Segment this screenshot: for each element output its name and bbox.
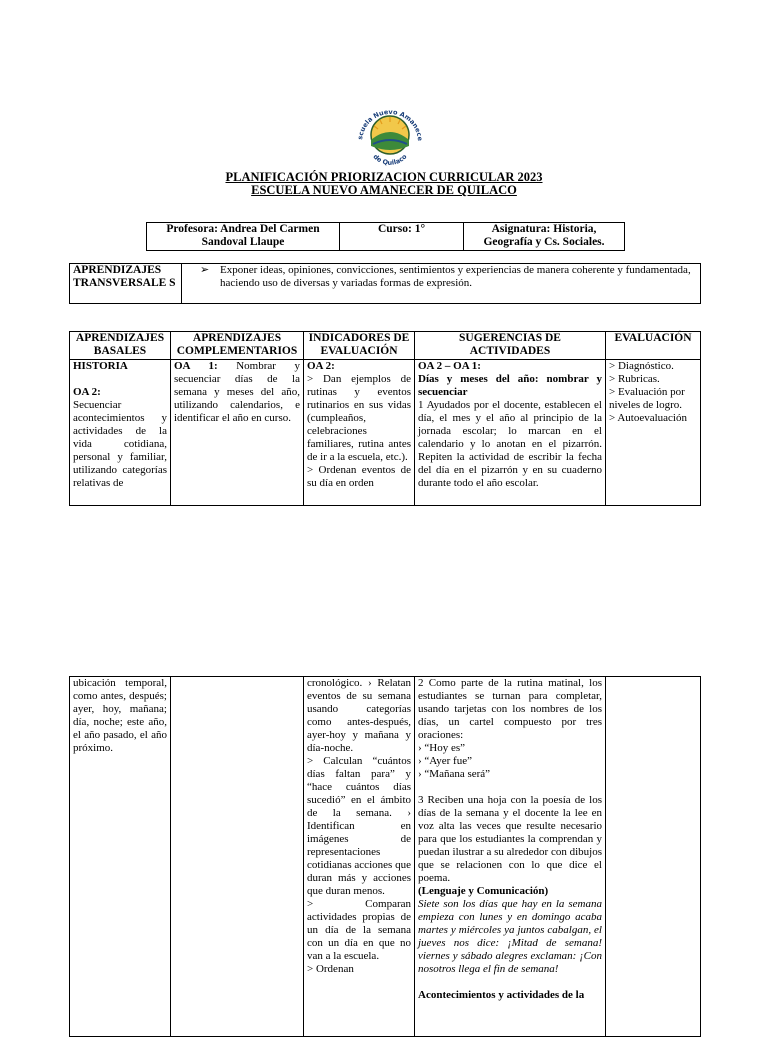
page-title: PLANIFICACIÓN PRIORIZACION CURRICULAR 2023: [225, 170, 543, 184]
sug-title: OA 2 – OA 1:: [418, 360, 481, 372]
header-complementarios: APRENDIZAJES COMPLEMENTARIOS: [171, 332, 304, 360]
sug-poem: Siete son los días que hay en la semana empieza con lunes y en domingo acaba martes y miércoles ya juntos cabalgan, el jueves nos dice: ¡Mitad de semana! viernes y sábado alegres exclaman: ¡Con nosotros llega el fin de semana!: [418, 898, 602, 975]
ind-text-cont-1: cronológico. › Relatan eventos de su semana usando categorías como antes-después, ayer-hoy y mañana y día-noche.: [307, 677, 411, 754]
sug-text: 1 Ayudados por el docente, establecen el día, el mes y el año al principio de la jornada escolar; lo marcan en el calendario y lo anotan en el pizarrón. Repiten la actividad de escribir la fecha del día en el pizarrón y en su cuaderno durante todo el año escolar.: [418, 399, 602, 489]
logo-text-top: scuela Nuevo Amanece: [356, 107, 425, 142]
ind-oa: OA 2:: [307, 360, 335, 372]
sug-section-title: Acontecimientos y actividades de la: [418, 989, 585, 1001]
table-row: [70, 677, 701, 1037]
basales-title: HISTORIA: [73, 360, 128, 372]
sug-list-item: › “Mañana será”: [418, 768, 491, 780]
header-evaluacion: EVALUACIÓN: [606, 332, 701, 360]
transversal-table: [69, 263, 701, 304]
sug-list-item: › “Hoy es”: [418, 742, 466, 754]
sug-text-cont-2: 3 Reciben una hoja con la poesía de los días de la semana y el docente la lee en voz alta las veces que resulte necesario para que los estudiantes la comprendan y puedan ilustrar a su alrededor con dibujos que se relacionen con lo que dice el poema.: [418, 794, 602, 884]
ind-text-cont-3: > Comparan actividades propias de un día de la semana con un día en que no van a la escuela.: [307, 898, 411, 962]
school-logo: [348, 102, 432, 168]
transversal-item: ➢ Exponer ideas, opiniones, convicciones, sentimientos y experiencias de manera coherente y fundamentada, haciendo uso de diversas y variadas formas de expresión.: [200, 264, 691, 289]
sug-list-item: › “Ayer fue”: [418, 755, 472, 767]
header-indicadores: INDICADORES DE EVALUACIÓN: [304, 332, 415, 360]
header-basales: APRENDIZAJES BASALES: [70, 332, 171, 360]
ind-text-2: > Ordenan eventos de su día en orden: [307, 464, 411, 489]
comp-text: Nombrar y secuenciar días de la semana y meses del año, utilizando calendarios, e identificar el año en curso.: [174, 360, 301, 424]
basales-text: Secuenciar acontecimientos y actividades de la vida cotidiana, personal y familiar, utilizando categorías relativas de: [73, 399, 167, 489]
sug-text-cont-1: 2 Como parte de la rutina matinal, los estudiantes se turnan para completar, usando tarjetas con los nombres de los días, un cartel compuesto por tres oraciones:: [418, 677, 602, 741]
planning-table: [69, 331, 701, 506]
teacher-cell: Profesora: Andrea Del Carmen Sandoval Llaupe: [147, 223, 340, 251]
eval-item: > Autoevaluación: [609, 412, 687, 424]
eval-item: > Diagnóstico.: [609, 360, 674, 372]
subject-cell: Asignatura: Historia, Geografía y Cs. Sociales.: [464, 223, 625, 251]
comp-oa: OA 1:: [174, 360, 218, 372]
page-subtitle: ESCUELA NUEVO AMANECER DE QUILACO: [251, 183, 517, 197]
eval-item: > Evaluación por niveles de logro.: [609, 386, 685, 411]
table-row: [70, 360, 701, 506]
table-header-row: [70, 332, 701, 360]
basales-oa: OA 2:: [73, 386, 101, 398]
ind-text-1: > Dan ejemplos de rutinas y eventos rutinarios en sus vidas (cumpleaños, celebraciones familiares, rutina antes de ir a la escuela, etc.).: [307, 373, 411, 463]
eval-item: > Rubricas.: [609, 373, 660, 385]
header-sugerencias: SUGERENCIAS DE ACTIVIDADES: [415, 332, 606, 360]
basales-text-cont: ubicación temporal, como antes, después; ayer, hoy, mañana; día, noche; este año, el año pasado, el año próximo.: [73, 677, 167, 754]
info-table: [146, 222, 625, 251]
sug-subject-note: (Lenguaje y Comunicación): [418, 885, 549, 897]
transversal-label: APRENDIZAJES TRANSVERSALE S: [70, 264, 182, 304]
planning-table-continued: [69, 676, 701, 1037]
arrow-bullet-icon: ➢: [200, 264, 210, 276]
logo-text-bottom: de Quilaco: [371, 152, 409, 167]
sug-subtitle: Días y meses del año: nombrar y secuenciar: [418, 373, 602, 398]
ind-text-cont-4: > Ordenan: [307, 963, 354, 975]
course-cell: Curso: 1°: [340, 223, 464, 251]
ind-text-cont-2: > Calculan “cuántos días faltan para” y “hace cuántos días sucedió” en el ámbito de la semana. › Identifican en imágenes de representaciones cotidianas acciones que duran más y acciones que duran menos.: [307, 755, 411, 897]
